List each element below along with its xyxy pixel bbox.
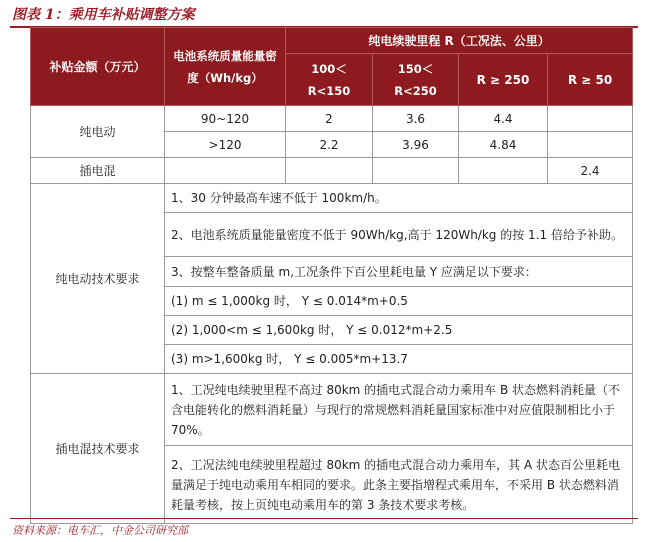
cell-empty	[165, 158, 286, 184]
ev-tech-item-6: (3) m>1,600kg 时， Y ≤ 0.005*m+13.7	[165, 345, 633, 374]
header-subsidy-amount: 补贴金额（万元）	[31, 28, 165, 106]
subsidy-table	[30, 27, 633, 524]
cell-empty	[548, 132, 633, 158]
phev-tech-label: 插电混技术要求	[31, 374, 165, 524]
ev-tech-item-5: (2) 1,000<m ≤ 1,600kg 时， Y ≤ 0.012*m+2.5	[165, 316, 633, 345]
header-range-100-150: 100＜ R<150	[286, 54, 373, 106]
ev-tech-item-2: 2、电池系统质量能量密度不低于 90Wh/kg,高于 120Wh/kg 的按 1.1 倍给予补助。	[165, 213, 633, 257]
cell-empty	[459, 158, 548, 184]
header-range-50: R ≥ 50	[548, 54, 633, 106]
cell-empty	[373, 158, 459, 184]
source-divider	[10, 518, 638, 519]
cell-empty	[286, 158, 373, 184]
cell-empty	[548, 106, 633, 132]
cell-value: 4.4	[459, 106, 548, 132]
cell-value: 4.84	[459, 132, 548, 158]
row-label-ev: 纯电动	[31, 106, 165, 158]
ev-tech-label: 纯电动技术要求	[31, 184, 165, 374]
figure-title: 图表 1：乘用车补贴调整方案	[12, 7, 195, 23]
ev-tech-item-1: 1、30 分钟最高车速不低于 100km/h。	[165, 184, 633, 213]
phev-tech-item-1: 1、工况纯电续驶里程不高过 80km 的插电式混合动力乘用车 B 状态燃料消耗量（不含电能转化的燃料消耗量）与现行的常规燃料消耗量国家标准中对应值限制相比小于 70%。	[165, 374, 633, 446]
phev-tech-item-2: 2、工况法纯电续驶里程超过 80km 的插电式混合动力乘用车，其 A 状态百公里耗电量满足于纯电动乘用车相同的要求。此条主要指增程式乘用车，不采用 B 状态燃料消耗量考核，按上页纯电动乘用车的第 3 条技术要求考核。	[165, 446, 633, 524]
ev-tech-item-4: (1) m ≤ 1,000kg 时， Y ≤ 0.014*m+0.5	[165, 287, 633, 316]
header-energy-density: 电池系统质量能量密度（Wh/kg）	[165, 28, 286, 106]
cell-value: 2	[286, 106, 373, 132]
header-range-150-250: 150＜ R<250	[373, 54, 459, 106]
header-range-group: 纯电续驶里程 R（工况法、公里）	[286, 28, 633, 54]
header-range-250: R ≥ 250	[459, 54, 548, 106]
cell-value: 3.6	[373, 106, 459, 132]
cell-density-90-120: 90~120	[165, 106, 286, 132]
cell-value: 2.2	[286, 132, 373, 158]
cell-value: 2.4	[548, 158, 633, 184]
source-note: 资料来源：电车汇，中金公司研究部	[12, 524, 188, 537]
cell-value: 3.96	[373, 132, 459, 158]
ev-tech-item-3: 3、按整车整备质量 m,工况条件下百公里耗电量 Y 应满足以下要求：	[165, 257, 633, 287]
row-label-phev: 插电混	[31, 158, 165, 184]
cell-density-120: >120	[165, 132, 286, 158]
